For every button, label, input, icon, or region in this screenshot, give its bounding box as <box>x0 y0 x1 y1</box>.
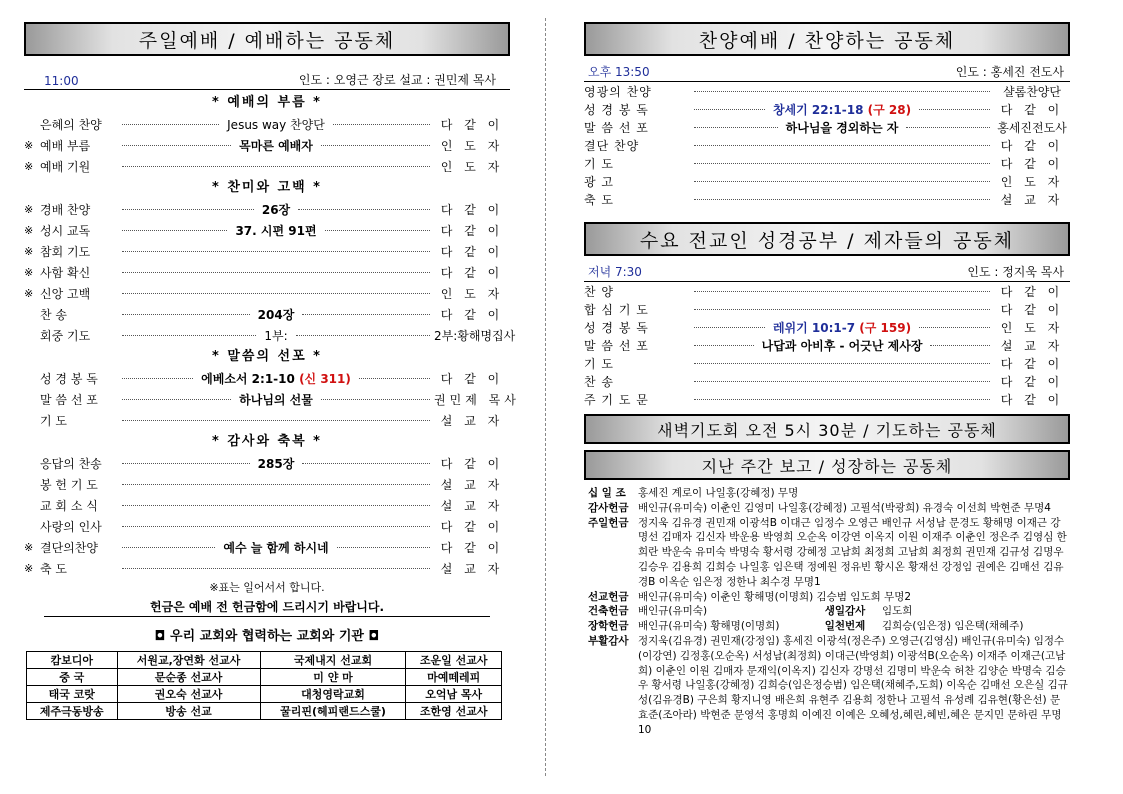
order-person: 인 도 자 <box>1000 320 1064 335</box>
partner-cell: 제주극동방송 <box>27 703 118 720</box>
order-row <box>584 100 1070 118</box>
order-label: 경배 찬양 <box>40 203 91 217</box>
partner-row <box>27 703 502 720</box>
order-row <box>24 220 510 241</box>
order-row <box>24 156 510 177</box>
report-value: 배인규(유미숙) <box>638 605 708 618</box>
partner-cell: 캄보디아 <box>27 652 118 669</box>
dawn-prayer-title: 새벽기도회 오전 5시 30분 / 기도하는 공동체 <box>657 420 997 440</box>
order-person: 다 같 이 <box>1000 392 1064 407</box>
leader-dots <box>122 166 430 167</box>
leader-dots <box>694 145 990 146</box>
leader-dots <box>906 127 990 128</box>
leader-dots <box>694 91 990 92</box>
partners-title: ◘ 우리 교회와 협력하는 교회와 기관 ◘ <box>154 629 380 644</box>
order-content-text: 37. 시편 91편 <box>235 224 317 238</box>
order-row <box>584 118 1070 136</box>
leader-dots <box>122 526 430 527</box>
partner-cell: 오억남 목사 <box>406 686 502 703</box>
order-label: 찬 송 <box>584 374 614 389</box>
order-label: 성 경 봉 독 <box>584 320 649 335</box>
leader-dots <box>325 230 430 231</box>
leader-dots <box>122 251 430 252</box>
report-item <box>584 501 1070 516</box>
order-label: 결단의찬양 <box>40 541 98 555</box>
report-item <box>584 619 1070 634</box>
order-row <box>24 262 510 283</box>
standing-mark: ※ <box>24 541 34 554</box>
order-row <box>24 304 510 325</box>
report-label: 부활감사 <box>588 634 629 647</box>
order-label: 말 씀 선 포 <box>584 120 649 135</box>
order-content-text: 나답과 아비후 - 어긋난 제사장 <box>761 338 923 353</box>
leader-dots <box>122 124 219 125</box>
leader-dots <box>302 463 430 464</box>
leader-dots <box>122 293 430 294</box>
order-row <box>24 410 510 431</box>
leader-dots <box>359 378 430 379</box>
partner-row <box>27 652 502 669</box>
leader-dots <box>296 335 430 336</box>
order-person: 인 도 자 <box>440 139 504 153</box>
order-label: 은혜의 찬양 <box>40 118 102 132</box>
order-of-worship <box>24 92 520 579</box>
order-label: 영광의 찬양 <box>584 84 652 99</box>
leader-dots <box>930 345 990 346</box>
report-label: 선교헌금 <box>588 590 629 603</box>
hymn-ref: (구 28) <box>867 102 912 117</box>
order-row <box>24 495 510 516</box>
order-label: 찬 양 <box>584 284 614 299</box>
leader-dots <box>694 399 990 400</box>
order-person: 다 같 이 <box>1000 302 1064 317</box>
standing-mark: ※ <box>24 287 34 300</box>
report-label: 장학헌금 <box>588 620 629 633</box>
partner-row <box>27 686 502 703</box>
section-title: * 말씀의 선포 * <box>212 349 322 364</box>
order-row <box>584 390 1070 408</box>
partner-cell: 조운일 선교사 <box>406 652 502 669</box>
order-row <box>584 318 1070 336</box>
leader-dots <box>321 145 430 146</box>
weekly-report <box>584 486 1070 738</box>
order-content-text: 에베소서 2:1-10 <box>201 372 295 386</box>
leader-dots <box>122 420 430 421</box>
order-content <box>223 116 329 133</box>
order-label: 교 회 소 식 <box>40 499 98 513</box>
order-label: 응답의 찬송 <box>40 457 102 471</box>
order-person: 다 같 이 <box>1000 102 1064 117</box>
order-person: 다 같 이 <box>1000 356 1064 371</box>
column-divider <box>545 18 546 776</box>
partner-cell: 문순종 선교사 <box>117 669 260 686</box>
order-label: 찬 송 <box>40 308 67 322</box>
order-label: 회중 기도 <box>40 329 91 343</box>
order-row <box>584 136 1070 154</box>
partner-cell: 마예떼레피 <box>406 669 502 686</box>
standing-mark: ※ <box>24 245 34 258</box>
leader-dots <box>694 181 990 182</box>
report-item <box>584 604 1070 619</box>
weekly-report-banner <box>584 450 1070 480</box>
leader-dots <box>122 230 227 231</box>
report-value: 배인규(유미숙) 황해명(이명희) <box>638 620 780 633</box>
sunday-leaders: 인도 : 오영근 장로 설교 : 권민제 목사 <box>298 73 496 87</box>
leader-dots <box>919 109 990 110</box>
section-title: * 감사와 축복 * <box>212 434 322 449</box>
order-row <box>24 283 510 304</box>
order-row <box>584 354 1070 372</box>
order-row <box>24 453 510 474</box>
order-row <box>24 325 516 346</box>
hymn-ref: (신 311) <box>299 372 351 386</box>
left-column <box>24 0 520 720</box>
order-person: 다 같 이 <box>440 266 504 280</box>
sunday-worship-title: 주일예배 / 예배하는 공동체 <box>138 29 396 52</box>
partner-cell: 방송 선교 <box>117 703 260 720</box>
partner-cell: 국제내지 선교회 <box>260 652 406 669</box>
report-label: 건축헌금 <box>588 605 629 618</box>
order-content-text: 1부: <box>264 329 288 343</box>
order-label: 성시 교독 <box>40 224 91 238</box>
leader-dots <box>122 378 193 379</box>
order-person: 다 같 이 <box>440 245 504 259</box>
order-label: 축 도 <box>584 192 614 207</box>
order-content-text: 204장 <box>257 308 295 322</box>
order-person: 홍세진전도사 <box>997 120 1067 135</box>
leader-dots <box>122 484 430 485</box>
leader-dots <box>694 163 990 164</box>
report-value: 배인규(유미숙) 이춘인 황해명(이명희) 김승범 임도희 무명2 <box>638 590 912 603</box>
report-label: 주일헌금 <box>588 516 629 529</box>
order-content-text: Jesus way 찬양단 <box>227 118 325 132</box>
report-value: 정지욱 김유경 권민재 이광석B 이대근 임정수 오영근 배인규 서성남 문경도 황해명 이재근 강명선 김매자 김신자 박운용 박영희 오순옥 이강연 이옥지 이원 이재주 이춘인 정은주 김영심 한희란 박운숙 유미숙 박명숙 황서령 강혜정 고남희 최정희 고남희 최정희 권민재 김규성 김명우 김승우 김용희 김희승 나일홍 임은택 정예원 정유빈 황시온 황재선 강정임 권예은 김매선 김유경B 이옥순 임은정 정한나 최수경 무명1 <box>638 516 1067 588</box>
order-label: 기 도 <box>584 156 614 171</box>
report-item <box>584 486 1070 501</box>
leader-dots <box>337 547 430 548</box>
leader-dots <box>333 124 430 125</box>
leader-dots <box>122 568 430 569</box>
order-person: 설 교 자 <box>440 499 504 513</box>
order-label: 말 씀 선 포 <box>40 393 98 407</box>
leader-dots <box>122 272 430 273</box>
order-label: 기 도 <box>584 356 614 371</box>
leader-dots <box>298 209 430 210</box>
partner-cell: 서원교,장연화 선교사 <box>117 652 260 669</box>
order-row <box>24 114 510 135</box>
order-person: 다 같 이 <box>440 457 504 471</box>
praise-leader: 인도 : 홍세진 전도사 <box>955 65 1064 79</box>
order-label: 성 경 봉 독 <box>584 102 649 117</box>
report-label: 십 일 조 <box>588 487 626 499</box>
report-item <box>584 516 1070 590</box>
order-person: 다 같 이 <box>440 308 504 322</box>
order-label: 사랑의 인사 <box>40 520 102 534</box>
standing-mark: ※ <box>24 203 34 216</box>
order-person: 다 같 이 <box>440 520 504 534</box>
order-content-text: 목마른 예배자 <box>239 139 313 153</box>
sunday-leader-row <box>24 72 510 90</box>
order-content <box>258 201 294 218</box>
order-content-text: 285장 <box>257 457 295 471</box>
wednesday-time: 저녁 7:30 <box>588 265 642 279</box>
leader-dots <box>122 463 250 464</box>
wednesday-banner <box>584 222 1070 256</box>
wednesday-order <box>584 282 1070 408</box>
order-person: 다 같 이 <box>1000 156 1064 171</box>
order-content <box>219 539 332 556</box>
order-person: 다 같 이 <box>1000 138 1064 153</box>
praise-time: 오후 13:50 <box>588 65 650 79</box>
report-values <box>638 604 1070 619</box>
partner-cell: 꿀리핀(헤피랜드스쿨) <box>260 703 406 720</box>
standing-mark: ※ <box>24 139 34 152</box>
leader-dots <box>694 291 990 292</box>
report-value: 정지욱(김유경) 권민재(강정임) 홍세진 이광석(정은주) 오영근(김영심) 배인규(유미숙) 임정수(이강연) 김정홍(오순옥) 서성남(최정희) 이대근(박영희) 이광석B(오순옥) 이재주 이재근(고남희) 이춘인 이원 김매자 문재익(이옥지) 김신자 강명선 김명미 박운숙 허찬 김양순 박명숙 김승우 황서령 나일홍(강혜정) 김희승(임은정승범) 임은택(채혜주,도희) 이옥순 김매선 오은실 김규성(김유경B) 구은희 황지니영 배은희 유현주 김용희 정한나 고필석 유성례 김유현(황은선) 문효준(조아라) 박현준 문영석 홍명희 이예진 이예은 오혜성,혜린,혜빈,혜은 문지민 문하린 무명10 <box>638 634 1068 736</box>
praise-worship-title: 찬양예배 / 찬양하는 공동체 <box>698 29 956 52</box>
order-label: 신앙 고백 <box>40 287 91 301</box>
partner-cell: 중 국 <box>27 669 118 686</box>
partner-row <box>27 669 502 686</box>
order-label: 말 씀 선 포 <box>584 338 649 353</box>
order-row <box>584 336 1070 354</box>
order-person: 인 도 자 <box>440 287 504 301</box>
order-person: 다 같 이 <box>1000 284 1064 299</box>
hymn-ref: (구 159) <box>859 320 912 335</box>
order-person: 다 같 이 <box>440 372 504 386</box>
order-person: 설 교 자 <box>440 414 504 428</box>
order-row <box>24 537 510 558</box>
order-person: 설 교 자 <box>440 478 504 492</box>
order-row <box>584 282 1070 300</box>
right-column <box>584 0 1070 738</box>
order-label: 기 도 <box>40 414 67 428</box>
leader-dots <box>122 547 215 548</box>
report-value-2: 임도희 <box>882 605 913 618</box>
leader-dots <box>122 314 250 315</box>
praise-worship-banner <box>584 22 1070 56</box>
order-label: 광 고 <box>584 174 614 189</box>
praise-order <box>584 82 1070 208</box>
order-person: 샬롬찬양단 <box>1003 84 1061 99</box>
order-person: 다 같 이 <box>440 541 504 555</box>
order-label: 합 심 기 도 <box>584 302 649 317</box>
partner-cell: 대청영락교회 <box>260 686 406 703</box>
standing-mark: ※ <box>24 224 34 237</box>
order-content <box>782 119 903 136</box>
leader-dots <box>321 399 430 400</box>
report-label-2: 생일감사 <box>824 605 866 618</box>
leader-dots <box>694 381 990 382</box>
order-row <box>24 558 510 579</box>
order-person: 설 교 자 <box>1000 338 1064 353</box>
order-row <box>584 172 1070 190</box>
report-item <box>584 590 1070 605</box>
order-person: 인 도 자 <box>440 160 504 174</box>
order-person: 다 같 이 <box>440 224 504 238</box>
order-label: 축 도 <box>40 562 67 576</box>
order-row <box>24 474 510 495</box>
order-row <box>584 372 1070 390</box>
order-row <box>24 241 510 262</box>
offering-notice: 헌금은 예배 전 헌금함에 드리시기 바랍니다. <box>44 597 490 617</box>
order-content <box>231 222 320 239</box>
order-person: 다 같 이 <box>440 118 504 132</box>
standing-mark: ※ <box>24 266 34 279</box>
order-row <box>584 154 1070 172</box>
order-content <box>254 306 299 323</box>
order-content <box>260 327 291 344</box>
standing-mark: ※ <box>24 562 34 575</box>
partner-cell: 태국 코랏 <box>27 686 118 703</box>
order-content-text: 레위기 10:1-7 <box>772 320 856 335</box>
leader-dots <box>302 314 430 315</box>
report-value: 홍세진 계로이 나일홍(강혜정) 무명 <box>638 487 799 499</box>
order-label: 봉 헌 기 도 <box>40 478 98 492</box>
report-label: 감사헌금 <box>588 501 629 514</box>
leader-dots <box>694 345 754 346</box>
sunday-worship-banner <box>24 22 510 56</box>
order-content-text: 창세기 22:1-18 <box>772 102 864 117</box>
report-value: 배인규(유미숙) 이춘인 김영미 나일홍(강혜정) 고필석(박광희) 유경숙 이선희 박현준 무명4 <box>638 501 1051 514</box>
leader-dots <box>694 199 990 200</box>
order-person: 설 교 자 <box>440 562 504 576</box>
partner-cell: 미 얀 마 <box>260 669 406 686</box>
partner-cell: 조한영 선교사 <box>406 703 502 720</box>
section-title: * 예배의 부름 * <box>212 95 322 110</box>
leader-dots <box>122 209 254 210</box>
order-content <box>769 319 915 336</box>
order-content <box>235 137 317 154</box>
order-row <box>24 516 510 537</box>
leader-dots <box>694 127 778 128</box>
leader-dots <box>122 505 430 506</box>
order-row <box>24 135 510 156</box>
order-label: 결단 찬양 <box>584 138 640 153</box>
order-row <box>24 368 510 389</box>
order-person: 다 같 이 <box>440 203 504 217</box>
order-content-text: 하나님의 선물 <box>239 393 313 407</box>
leader-dots <box>694 109 765 110</box>
order-content <box>254 455 299 472</box>
order-row <box>584 82 1070 100</box>
order-person: 인 도 자 <box>1000 174 1064 189</box>
order-person: 권민제 목사 <box>434 393 520 407</box>
leader-dots <box>122 399 231 400</box>
leader-dots <box>122 335 256 336</box>
standing-mark: ※ <box>24 160 34 173</box>
wednesday-leader-row <box>584 264 1070 282</box>
order-label: 성 경 봉 독 <box>40 372 98 386</box>
wednesday-leader: 인도 : 정지욱 목사 <box>967 265 1064 279</box>
order-label: 사함 확신 <box>40 266 91 280</box>
order-person: 설 교 자 <box>1000 192 1064 207</box>
section-title: * 찬미와 고백 * <box>212 180 322 195</box>
order-label: 예배 기원 <box>40 160 91 174</box>
report-values <box>638 619 1070 634</box>
standing-note: ※표는 일어서서 합니다. <box>209 581 325 594</box>
report-value-2: 김희승(임은정) 임은택(채혜주) <box>882 620 1024 633</box>
leader-dots <box>694 363 990 364</box>
dawn-prayer-banner <box>584 414 1070 444</box>
order-content <box>235 391 317 408</box>
leader-dots <box>122 145 231 146</box>
order-label: 참회 기도 <box>40 245 91 259</box>
order-row <box>584 190 1070 208</box>
leader-dots <box>694 327 765 328</box>
order-row <box>24 199 510 220</box>
order-content-text: 26장 <box>261 203 291 217</box>
order-content <box>197 370 355 387</box>
wednesday-title: 수요 전교인 성경공부 / 제자들의 공동체 <box>639 229 1015 252</box>
order-label: 주 기 도 문 <box>584 392 649 407</box>
order-person: 2부:황해명집사 <box>434 329 516 343</box>
partners-table <box>26 651 502 720</box>
order-row <box>24 389 520 410</box>
order-person: 다 같 이 <box>1000 374 1064 389</box>
leader-dots <box>694 309 990 310</box>
partner-cell: 권오숙 선교사 <box>117 686 260 703</box>
order-content-text: 하나님을 경외하는 자 <box>785 120 899 135</box>
order-content <box>758 337 927 354</box>
weekly-report-title: 지난 주간 보고 / 성장하는 공동체 <box>701 456 953 476</box>
sunday-time: 11:00 <box>44 74 79 88</box>
order-content <box>769 101 915 118</box>
order-row <box>584 300 1070 318</box>
report-item <box>584 634 1070 738</box>
report-label-2: 일천번제 <box>824 620 866 633</box>
order-content-text: 예수 늘 함께 하시네 <box>223 541 329 555</box>
leader-dots <box>919 327 990 328</box>
order-label: 예배 부름 <box>40 139 91 153</box>
praise-leader-row <box>584 64 1070 82</box>
